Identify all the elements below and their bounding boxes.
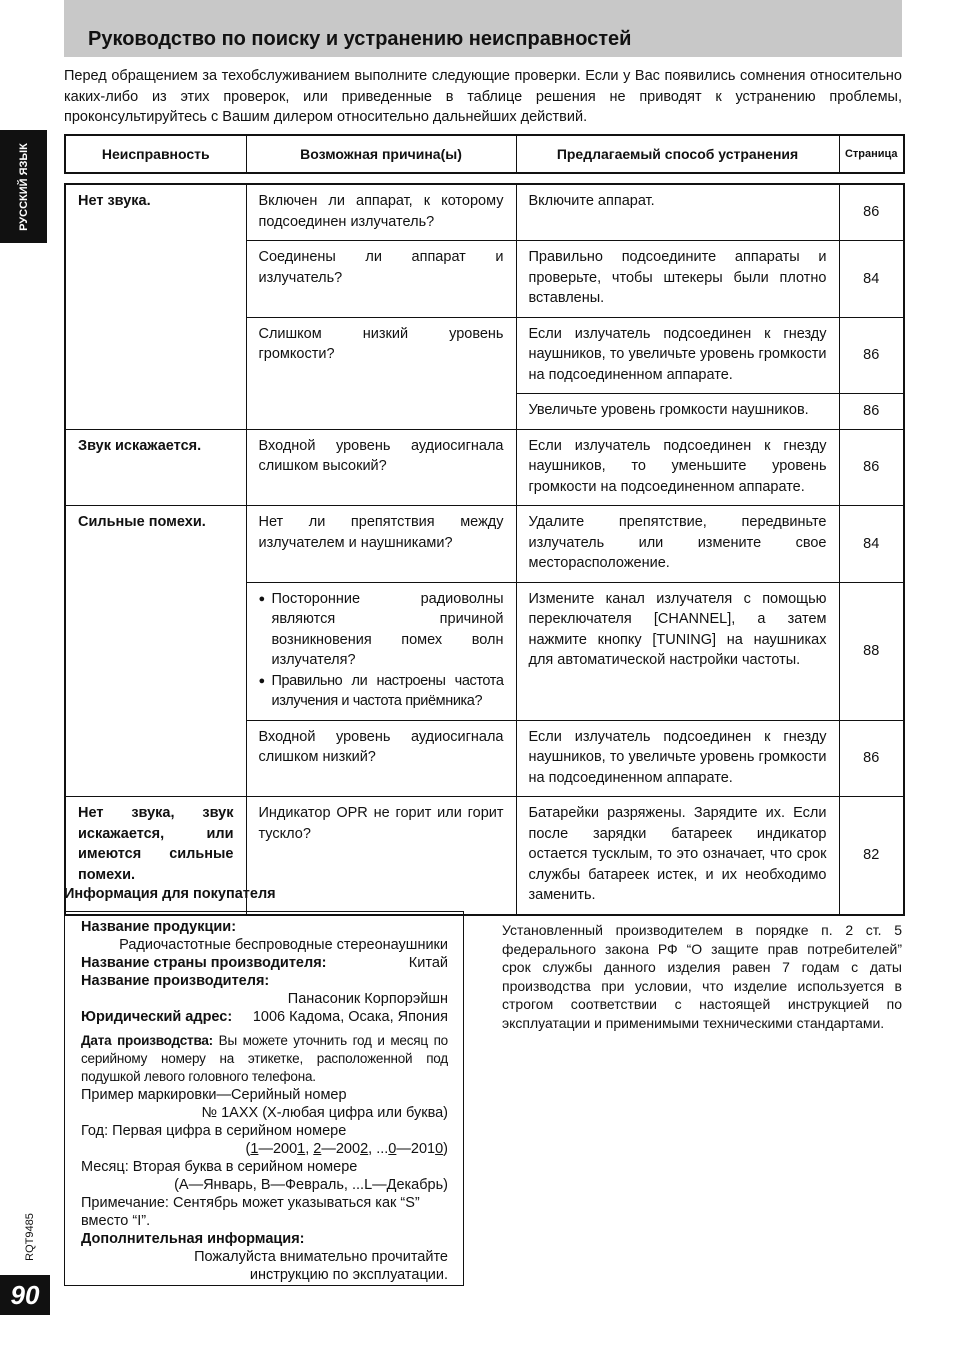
- example-value: № 1AXX (X-любая цифра или буква): [201, 1105, 448, 1121]
- page-cell: 86: [839, 394, 904, 430]
- cause-bullet: ● Посторонние радиоволны являются причиной возникновения помех волн излучателя?: [259, 589, 504, 671]
- cause-bullet-list: [259, 589, 504, 712]
- service-life-paragraph: Установленный производителем в порядке п. 2 ст. 5 федерального закона РФ “О защите прав потребителей” срок службы данного изделия равен 7 годам с даты производства при условии, что изделие используется в строгом соответствии с настоящей инструкцией по эксплуатации и применимыми техническими стандартами.: [502, 922, 902, 1031]
- cause-cell: Включен ли аппарат, к которому подсоединен излучатель?: [246, 184, 516, 241]
- year-text: , ...: [368, 1141, 389, 1157]
- intro-paragraph: Перед обращением за техобслуживанием выполните следующие проверки. Если у Вас появились сомнения относительно каких-либо из этих проверок, или приведенные в таблице решения не приводят к устранению проблемы, проконсультируйтесь с Вашим дилером относительно дальнейших действий.: [64, 68, 902, 125]
- year-digit: 1: [250, 1141, 259, 1157]
- country-value: Китай: [408, 955, 448, 971]
- extra-label: Дополнительная информация:: [81, 1231, 305, 1247]
- year-digit: 2: [313, 1141, 322, 1157]
- cause-cell: Нет ли препятствия между излучателем и наушниками?: [246, 506, 516, 583]
- year-text: (: [245, 1141, 251, 1157]
- page-cell: 84: [839, 241, 904, 318]
- solution-cell: Если излучатель подсоединен к гнезду наушников, то увеличьте уровень громкости на подсоединенном аппарате.: [516, 720, 839, 797]
- year-text: ,: [305, 1141, 314, 1157]
- document-code: RQT9485: [24, 1213, 36, 1261]
- table-row: [65, 429, 904, 506]
- address-line: [81, 1008, 448, 1026]
- year-digit: 0: [435, 1141, 444, 1157]
- solution-cell: Удалите препятствие, передвиньте излучатель или измените свое месторасположение.: [516, 506, 839, 583]
- solution-cell: Увеличьте уровень громкости наушников.: [516, 394, 839, 430]
- production-date: [81, 1032, 448, 1086]
- issue-cell: Нет звука.: [65, 184, 246, 429]
- page-cell: 86: [839, 429, 904, 506]
- year-digit: 2: [360, 1141, 369, 1157]
- cause-cell: Входной уровень аудиосигнала слишком высокий?: [246, 429, 516, 506]
- cause-cell: Входной уровень аудиосигнала слишком низкий?: [246, 720, 516, 797]
- extra-line: инструкцию по эксплуатации.: [249, 1267, 448, 1283]
- address-label: Юридический адрес:: [81, 1009, 233, 1025]
- page-cell: 82: [839, 797, 904, 915]
- page-cell: 84: [839, 506, 904, 583]
- page-number-box: [0, 1275, 50, 1315]
- table-row: [65, 184, 904, 241]
- product-value: Радиочастотные беспроводные стереонаушники: [119, 937, 448, 953]
- page-cell: 86: [839, 184, 904, 241]
- page-cell: 86: [839, 317, 904, 394]
- country-label: Название страны производителя:: [81, 955, 327, 971]
- year-text: ): [443, 1141, 448, 1157]
- maker-label: Название производителя:: [81, 973, 270, 989]
- year-text: —200: [321, 1141, 361, 1157]
- solution-cell: Если излучатель подсоединен к гнезду наушников, то увеличьте уровень громкости на подсоединенном аппарате.: [516, 317, 839, 394]
- note-line: вместо “I”.: [81, 1213, 151, 1229]
- year-digit: 1: [297, 1141, 306, 1157]
- solution-cell: Включите аппарат.: [516, 184, 839, 241]
- solution-cell: Батарейки разряжены. Зарядите их. Если после зарядки батареек индикатор остается тусклым, то это означает, что срок службы батареек истек, и их необходимо заменить.: [516, 797, 839, 915]
- buyer-info-title: Информация для покупателя: [64, 886, 276, 902]
- language-tab-label: РУССКИЙ ЯЗЫК: [17, 142, 30, 231]
- troubleshooting-table-header: [64, 134, 905, 174]
- date-value: Вы можете уточнить год и месяц по серийному номеру на этикетке, расположенной под подушкой левого головного телефона.: [81, 1033, 448, 1084]
- maker-value: Панасоник Корпорэйшн: [287, 991, 448, 1007]
- page-cell: 88: [839, 582, 904, 720]
- year-digit: 0: [388, 1141, 397, 1157]
- cause-cell: Слишком низкий уровень громкости?: [246, 317, 516, 429]
- page-cell: 86: [839, 720, 904, 797]
- cause-cell: Соединены ли аппарат и излучатель?: [246, 241, 516, 318]
- issue-cell: Нет звука, звук искажается, или имеются сильные помехи.: [65, 797, 246, 915]
- date-label: Дата производства:: [81, 1033, 213, 1048]
- year-value: [81, 1140, 448, 1158]
- country-line: [81, 954, 448, 972]
- header-solution: Предлагаемый способ устранения: [516, 135, 839, 173]
- month-value: (A—Январь, B—Февраль, ...L—Декабрь): [174, 1177, 448, 1193]
- cause-bullet: ● Правильно ли настроены частота излучения и частота приёмника?: [259, 671, 504, 712]
- example-label: Пример маркировки—Серийный номер: [81, 1087, 347, 1103]
- header-cause: Возможная причина(ы): [246, 135, 516, 173]
- table-row: [65, 506, 904, 583]
- header-page: Страница: [839, 135, 904, 173]
- month-label: Месяц: Вторая буква в серийном номере: [81, 1159, 358, 1175]
- year-text: —201: [396, 1141, 436, 1157]
- language-tab: [0, 130, 47, 243]
- page-title: Руководство по поиску и устранению неисправностей: [88, 28, 632, 50]
- note-line: Примечание: Сентябрь может указываться как “S”: [81, 1195, 420, 1211]
- solution-cell: Если излучатель подсоединен к гнезду наушников, то уменьшите уровень громкости на подсоединенном аппарате.: [516, 429, 839, 506]
- header-bar: [64, 0, 902, 57]
- issue-cell: Звук искажается.: [65, 429, 246, 506]
- troubleshooting-table: [64, 183, 905, 916]
- solution-cell: Измените канал излучателя с помощью переключателя [CHANNEL], а затем нажмите кнопку [TUNING] на наушниках для автоматической настройки частоты.: [516, 582, 839, 720]
- solution-cell: Правильно подсоедините аппараты и проверьте, чтобы штекеры были плотно вставлены.: [516, 241, 839, 318]
- issue-cell: Сильные помехи.: [65, 506, 246, 797]
- extra-line: Пожалуйста внимательно прочитайте: [194, 1249, 448, 1265]
- address-value: 1006 Кадома, Осака, Япония: [252, 1009, 448, 1025]
- cause-cell: [246, 582, 516, 720]
- product-label: Название продукции:: [81, 919, 237, 935]
- year-text: —200: [258, 1141, 298, 1157]
- year-label: Год: Первая цифра в серийном номере: [81, 1123, 347, 1139]
- page-number: 90: [10, 1280, 40, 1310]
- cause-cell: Индикатор OPR не горит или горит тускло?: [246, 797, 516, 915]
- header-issue: Неисправность: [101, 146, 210, 162]
- buyer-info-box: [64, 911, 464, 1286]
